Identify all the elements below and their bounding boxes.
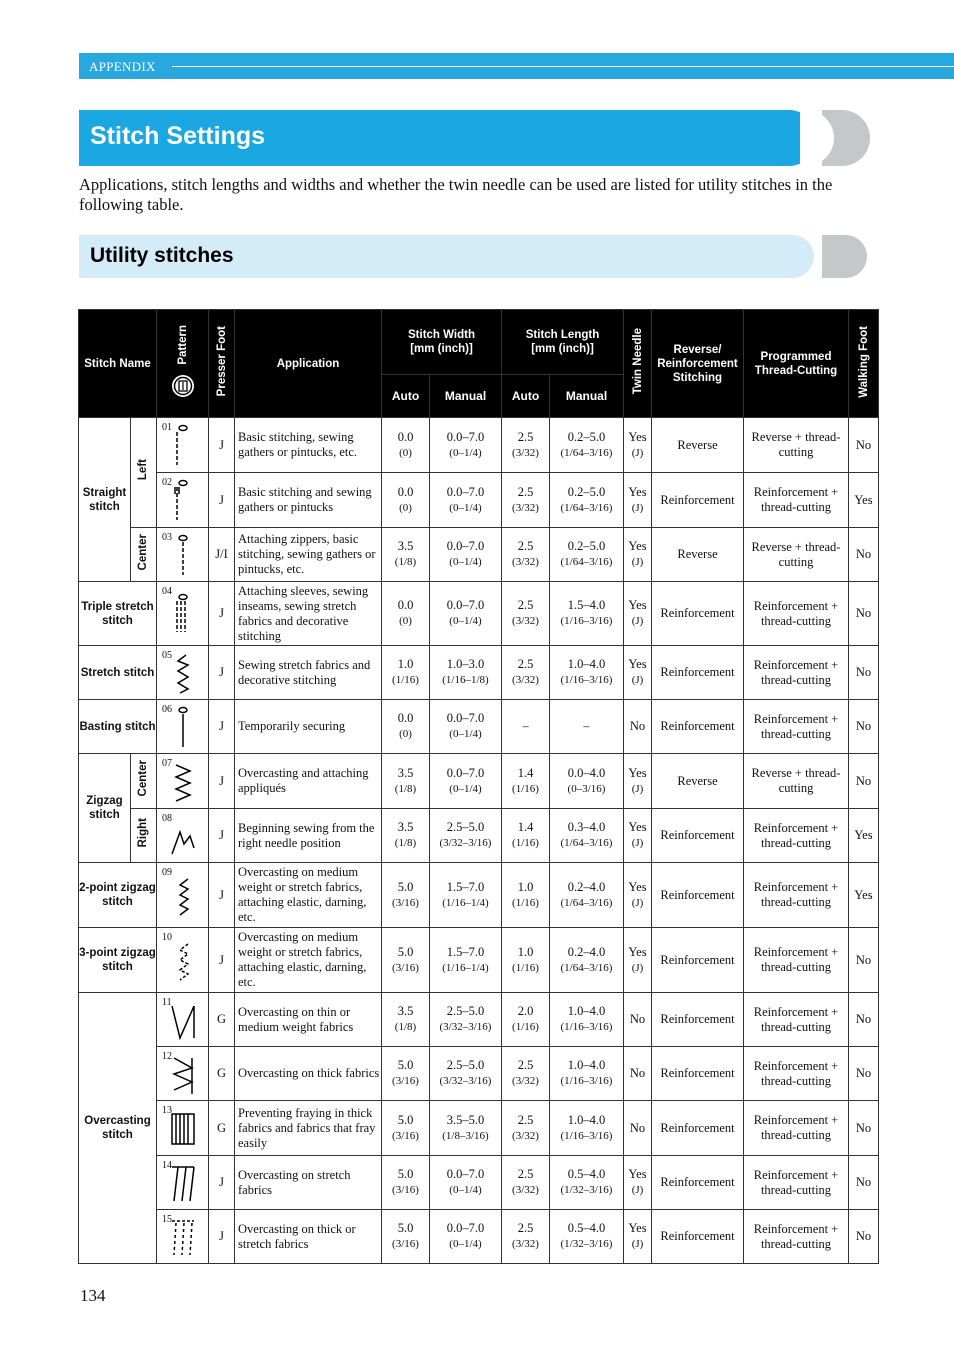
stitch-pattern-14 (157, 1156, 209, 1210)
twin-needle: No (624, 993, 652, 1047)
application: Temporarily securing (235, 700, 382, 754)
section-header-bar (79, 53, 954, 79)
presser-foot: G (209, 1101, 235, 1156)
presser-foot: J/I (209, 528, 235, 582)
programmed-thread-cutting: Reinforcement + thread-cutting (744, 473, 849, 528)
twin-needle: Yes (J) (624, 928, 652, 993)
length-auto: 2.5 (3/32) (502, 528, 550, 582)
width-auto: 3.5 (1/8) (382, 754, 430, 809)
stitch-pattern-08 (157, 809, 209, 863)
walking-foot: Yes (849, 809, 879, 863)
pattern-number: 02 (162, 477, 172, 488)
application: Overcasting and attaching appliqués (235, 754, 382, 809)
length-manual: 1.0–4.0 (1/16–3/16) (550, 1047, 624, 1101)
walking-foot: No (849, 646, 879, 700)
header-stitch-length: Stitch Length [mm (inch)] (502, 310, 624, 375)
width-auto: 3.5 (1/8) (382, 809, 430, 863)
header-walking-foot: Walking Foot (849, 310, 879, 418)
width-manual: 0.0–7.0 (0–1/4) (430, 754, 502, 809)
application: Overcasting on thin or medium weight fabrics (235, 993, 382, 1047)
walking-foot: No (849, 1210, 879, 1264)
presser-foot: J (209, 646, 235, 700)
programmed-thread-cutting: Reinforcement + thread-cutting (744, 700, 849, 754)
programmed-thread-cutting: Reinforcement + thread-cutting (744, 1101, 849, 1156)
stitch-pattern-05 (157, 646, 209, 700)
presser-foot: G (209, 1047, 235, 1101)
programmed-thread-cutting: Reinforcement + thread-cutting (744, 928, 849, 993)
width-auto: 3.5 (1/8) (382, 528, 430, 582)
header-reverse-reinforcement: Reverse/ Reinforcement Stitching (652, 310, 744, 418)
application: Beginning sewing from the right needle position (235, 809, 382, 863)
stitch-subgroup-center: Center (131, 528, 157, 582)
header-pattern: Pattern (157, 310, 209, 418)
width-manual: 1.5–7.0 (1/16–1/4) (430, 863, 502, 928)
presser-foot: J (209, 582, 235, 646)
table-row (79, 418, 879, 473)
width-auto: 5.0 (3/16) (382, 1210, 430, 1264)
table-row (79, 928, 879, 993)
length-auto: 2.5 (3/32) (502, 418, 550, 473)
walking-foot: No (849, 418, 879, 473)
twin-needle: No (624, 1047, 652, 1101)
header-stitch-name: Stitch Name (79, 310, 157, 418)
stitch-group-stretch: Stretch stitch (79, 646, 157, 700)
presser-foot: J (209, 1210, 235, 1264)
programmed-thread-cutting: Reinforcement + thread-cutting (744, 993, 849, 1047)
width-auto: 0.0 (0) (382, 473, 430, 528)
stitch-pattern-11 (157, 993, 209, 1047)
reverse-reinforcement: Reinforcement (652, 809, 744, 863)
stitch-pattern-09 (157, 863, 209, 928)
header-stitch-width: Stitch Width [mm (inch)] (382, 310, 502, 375)
pattern-number: 11 (162, 997, 172, 1008)
length-manual: 0.5–4.0 (1/32–3/16) (550, 1210, 624, 1264)
length-auto: 2.5 (3/32) (502, 646, 550, 700)
programmed-thread-cutting: Reinforcement + thread-cutting (744, 646, 849, 700)
length-auto: 1.4 (1/16) (502, 809, 550, 863)
stitch-pattern-03 (157, 528, 209, 582)
subtitle-bar (79, 235, 814, 278)
table-row (79, 528, 879, 582)
page-number: 134 (80, 1286, 106, 1305)
length-manual: 0.2–5.0 (1/64–3/16) (550, 528, 624, 582)
pattern-number: 10 (162, 932, 172, 943)
section-rule (172, 66, 954, 67)
width-auto: 5.0 (3/16) (382, 1156, 430, 1210)
length-manual: 0.2–5.0 (1/64–3/16) (550, 418, 624, 473)
presser-foot: J (209, 754, 235, 809)
table-row (79, 754, 879, 809)
reverse-reinforcement: Reinforcement (652, 1047, 744, 1101)
length-auto: 2.5 (3/32) (502, 1156, 550, 1210)
width-auto: 0.0 (0) (382, 582, 430, 646)
length-manual: 1.0–4.0 (1/16–3/16) (550, 993, 624, 1047)
header-width-manual: Manual (430, 375, 502, 418)
walking-foot: Yes (849, 863, 879, 928)
table-body (79, 418, 879, 1264)
twin-needle: Yes (J) (624, 418, 652, 473)
length-manual: 1.5–4.0 (1/16–3/16) (550, 582, 624, 646)
table-row (79, 1047, 879, 1101)
header-length-manual: Manual (550, 375, 624, 418)
stitch-group-triple: Triple stretch stitch (79, 582, 157, 646)
width-manual: 2.5–5.0 (3/32–3/16) (430, 809, 502, 863)
page-title: Stitch Settings (90, 122, 266, 150)
header-presser-foot: Presser Foot (209, 310, 235, 418)
presser-foot: J (209, 418, 235, 473)
width-manual: 0.0–7.0 (0–1/4) (430, 1156, 502, 1210)
reverse-reinforcement: Reverse (652, 418, 744, 473)
width-manual: 0.0–7.0 (0–1/4) (430, 582, 502, 646)
width-auto: 5.0 (3/16) (382, 928, 430, 993)
stitch-pattern-02 (157, 473, 209, 528)
length-auto: 2.5 (3/32) (502, 582, 550, 646)
application: Attaching sleeves, sewing inseams, sewing stretch fabrics and decorative stitching (235, 582, 382, 646)
programmed-thread-cutting: Reinforcement + thread-cutting (744, 1047, 849, 1101)
walking-foot: No (849, 754, 879, 809)
stitch-group-twopoint: 2-point zigzag stitch (79, 863, 157, 928)
width-auto: 5.0 (3/16) (382, 863, 430, 928)
reverse-reinforcement: Reinforcement (652, 928, 744, 993)
stitch-group-zigzag: Zigzag stitch (79, 754, 131, 863)
walking-foot: No (849, 1047, 879, 1101)
header-length-auto: Auto (502, 375, 550, 418)
presser-foot: J (209, 928, 235, 993)
reverse-reinforcement: Reinforcement (652, 1210, 744, 1264)
stitch-pattern-04 (157, 582, 209, 646)
pattern-number: 13 (162, 1105, 172, 1116)
table-row (79, 863, 879, 928)
twin-needle: Yes (J) (624, 754, 652, 809)
pattern-number: 08 (162, 813, 172, 824)
programmed-thread-cutting: Reverse + thread-cutting (744, 528, 849, 582)
length-auto: – (502, 700, 550, 754)
width-auto: 1.0 (1/16) (382, 646, 430, 700)
twin-needle: No (624, 700, 652, 754)
application: Overcasting on medium weight or stretch fabrics, attaching elastic, darning, etc. (235, 863, 382, 928)
pattern-number: 14 (162, 1160, 172, 1171)
width-auto: 5.0 (3/16) (382, 1047, 430, 1101)
intro-paragraph: Applications, stitch lengths and widths and whether the twin needle can be used are listed for utility stitches in the following table. (79, 175, 833, 214)
table-row (79, 1210, 879, 1264)
width-manual: 2.5–5.0 (3/32–3/16) (430, 993, 502, 1047)
walking-foot: No (849, 582, 879, 646)
stitch-subgroup-right: Right (131, 809, 157, 863)
pattern-number: 09 (162, 867, 172, 878)
length-manual: 0.2–4.0 (1/64–3/16) (550, 928, 624, 993)
application: Basic stitching and sewing gathers or pintucks (235, 473, 382, 528)
header-width-auto: Auto (382, 375, 430, 418)
length-manual: 1.0–4.0 (1/16–3/16) (550, 646, 624, 700)
presser-foot: J (209, 473, 235, 528)
twin-needle: Yes (J) (624, 473, 652, 528)
stitch-pattern-01 (157, 418, 209, 473)
stitch-pattern-12 (157, 1047, 209, 1101)
walking-foot: No (849, 1156, 879, 1210)
reverse-reinforcement: Reinforcement (652, 863, 744, 928)
reverse-reinforcement: Reinforcement (652, 993, 744, 1047)
stitch-pattern-15 (157, 1210, 209, 1264)
table-row (79, 582, 879, 646)
walking-foot: No (849, 928, 879, 993)
section-label: APPENDIX (89, 59, 156, 74)
pattern-number: 01 (162, 422, 172, 433)
length-auto: 2.5 (3/32) (502, 1210, 550, 1264)
length-manual: – (550, 700, 624, 754)
stitch-subgroup-center: Center (131, 754, 157, 809)
length-manual: 0.2–4.0 (1/64–3/16) (550, 863, 624, 928)
stitch-pattern-13 (157, 1101, 209, 1156)
length-auto: 2.5 (3/32) (502, 1101, 550, 1156)
pattern-selector-icon (171, 374, 195, 398)
pattern-number: 07 (162, 758, 172, 769)
presser-foot: J (209, 700, 235, 754)
application: Basic stitching, sewing gathers or pintucks, etc. (235, 418, 382, 473)
width-manual: 1.0–3.0 (1/16–1/8) (430, 646, 502, 700)
section-subtitle: Utility stitches (90, 244, 234, 267)
length-manual: 1.0–4.0 (1/16–3/16) (550, 1101, 624, 1156)
presser-foot: G (209, 993, 235, 1047)
twin-needle: Yes (J) (624, 863, 652, 928)
pattern-number: 15 (162, 1214, 172, 1225)
pattern-number: 06 (162, 704, 172, 715)
application: Overcasting on medium weight or stretch fabrics, attaching elastic, darning, etc. (235, 928, 382, 993)
application: Attaching zippers, basic stitching, sewing gathers or pintucks, etc. (235, 528, 382, 582)
length-auto: 1.4 (1/16) (502, 754, 550, 809)
width-manual: 0.0–7.0 (0–1/4) (430, 1210, 502, 1264)
walking-foot: No (849, 993, 879, 1047)
reverse-reinforcement: Reinforcement (652, 700, 744, 754)
header-application: Application (235, 310, 382, 418)
table-row (79, 646, 879, 700)
utility-stitch-table (78, 309, 879, 1264)
reverse-reinforcement: Reverse (652, 528, 744, 582)
table-row (79, 473, 879, 528)
programmed-thread-cutting: Reinforcement + thread-cutting (744, 582, 849, 646)
application: Overcasting on thick or stretch fabrics (235, 1210, 382, 1264)
presser-foot: J (209, 809, 235, 863)
walking-foot: No (849, 1101, 879, 1156)
length-manual: 0.3–4.0 (1/64–3/16) (550, 809, 624, 863)
width-auto: 0.0 (0) (382, 418, 430, 473)
walking-foot: No (849, 700, 879, 754)
width-manual: 0.0–7.0 (0–1/4) (430, 473, 502, 528)
table-row (79, 809, 879, 863)
length-auto: 2.0 (1/16) (502, 993, 550, 1047)
programmed-thread-cutting: Reinforcement + thread-cutting (744, 1156, 849, 1210)
reverse-reinforcement: Reinforcement (652, 1101, 744, 1156)
reverse-reinforcement: Reinforcement (652, 1156, 744, 1210)
walking-foot: Yes (849, 473, 879, 528)
header-programmed-thread-cutting: Programmed Thread-Cutting (744, 310, 849, 418)
table-row (79, 1156, 879, 1210)
twin-needle: Yes (J) (624, 1210, 652, 1264)
pattern-number: 05 (162, 650, 172, 661)
application: Sewing stretch fabrics and decorative stitching (235, 646, 382, 700)
stitch-group-overcasting: Overcasting stitch (79, 993, 157, 1264)
reverse-reinforcement: Reinforcement (652, 473, 744, 528)
walking-foot: No (849, 528, 879, 582)
subtitle-tab-decoration (822, 235, 867, 278)
application: Preventing fraying in thick fabrics and fabrics that fray easily (235, 1101, 382, 1156)
stitch-pattern-10 (157, 928, 209, 993)
programmed-thread-cutting: Reinforcement + thread-cutting (744, 809, 849, 863)
width-auto: 0.0 (0) (382, 700, 430, 754)
programmed-thread-cutting: Reinforcement + thread-cutting (744, 1210, 849, 1264)
twin-needle: Yes (J) (624, 646, 652, 700)
pattern-number: 12 (162, 1051, 172, 1062)
stitch-group-straight: Straight stitch (79, 418, 131, 582)
twin-needle: Yes (J) (624, 582, 652, 646)
length-auto: 1.0 (1/16) (502, 863, 550, 928)
presser-foot: J (209, 863, 235, 928)
stitch-pattern-07 (157, 754, 209, 809)
table-row (79, 1101, 879, 1156)
stitch-group-basting: Basting stitch (79, 700, 157, 754)
reverse-reinforcement: Reinforcement (652, 646, 744, 700)
programmed-thread-cutting: Reverse + thread-cutting (744, 418, 849, 473)
twin-needle: No (624, 1101, 652, 1156)
width-manual: 3.5–5.0 (1/8–3/16) (430, 1101, 502, 1156)
table-row (79, 700, 879, 754)
twin-needle: Yes (J) (624, 1156, 652, 1210)
length-auto: 1.0 (1/16) (502, 928, 550, 993)
pattern-number: 04 (162, 586, 172, 597)
table-row (79, 993, 879, 1047)
stitch-pattern-06 (157, 700, 209, 754)
reverse-reinforcement: Reverse (652, 754, 744, 809)
stitch-subgroup-left: Left (131, 418, 157, 528)
twin-needle: Yes (J) (624, 809, 652, 863)
width-manual: 0.0–7.0 (0–1/4) (430, 700, 502, 754)
programmed-thread-cutting: Reverse + thread-cutting (744, 754, 849, 809)
programmed-thread-cutting: Reinforcement + thread-cutting (744, 863, 849, 928)
reverse-reinforcement: Reinforcement (652, 582, 744, 646)
length-auto: 2.5 (3/32) (502, 473, 550, 528)
width-auto: 5.0 (3/16) (382, 1101, 430, 1156)
width-manual: 1.5–7.0 (1/16–1/4) (430, 928, 502, 993)
application: Overcasting on thick fabrics (235, 1047, 382, 1101)
pattern-number: 03 (162, 532, 172, 543)
presser-foot: J (209, 1156, 235, 1210)
twin-needle: Yes (J) (624, 528, 652, 582)
length-auto: 2.5 (3/32) (502, 1047, 550, 1101)
header-twin-needle: Twin Needle (624, 310, 652, 418)
length-manual: 0.5–4.0 (1/32–3/16) (550, 1156, 624, 1210)
stitch-group-threepoint: 3-point zigzag stitch (79, 928, 157, 993)
width-auto: 3.5 (1/8) (382, 993, 430, 1047)
width-manual: 0.0–7.0 (0–1/4) (430, 528, 502, 582)
length-manual: 0.2–5.0 (1/64–3/16) (550, 473, 624, 528)
width-manual: 0.0–7.0 (0–1/4) (430, 418, 502, 473)
application: Overcasting on stretch fabrics (235, 1156, 382, 1210)
length-manual: 0.0–4.0 (0–3/16) (550, 754, 624, 809)
width-manual: 2.5–5.0 (3/32–3/16) (430, 1047, 502, 1101)
